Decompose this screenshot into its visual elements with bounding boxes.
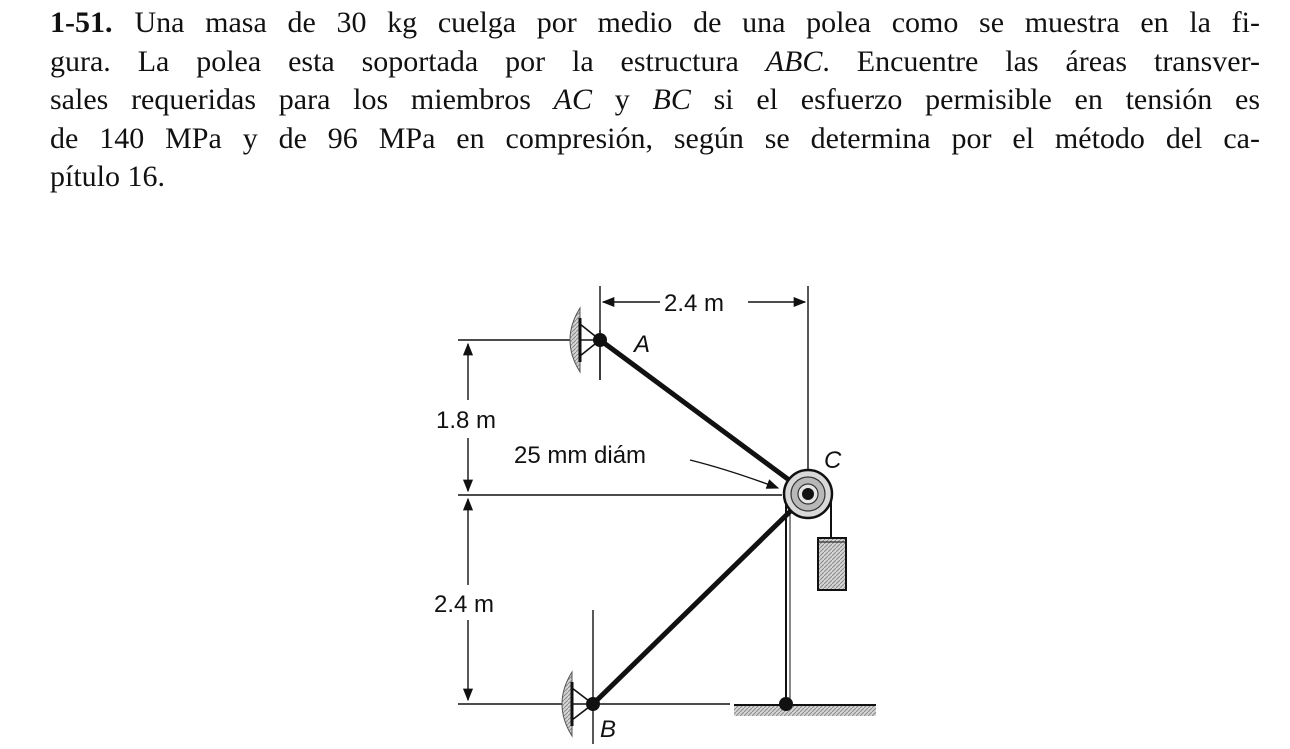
pulley-diameter-label: 25 mm diám: [514, 442, 647, 469]
support-b: [562, 610, 593, 744]
problem-text-3e: si el esfuerzo permisible en tensión es: [690, 83, 1260, 116]
hanging-mass: [818, 538, 846, 590]
pin-a: [593, 333, 607, 347]
ground-hatch: [734, 706, 876, 716]
problem-text-3c: y: [591, 83, 653, 116]
point-a-label: A: [634, 331, 651, 358]
left-dimensions: [434, 344, 496, 700]
problem-text-2a: gura. La polea esta soportada por la estructura: [50, 44, 766, 78]
problem-text-4: de 140 MPa y de 96 MPa en compresión, según se determina por el método del ca-: [50, 121, 1260, 155]
problem-text-1: Una masa de 30 kg cuelga por medio de una polea como se muestra en la fi-: [134, 6, 1260, 39]
point-c-label: C: [824, 447, 842, 474]
problem-text-2c: . Encuentre las áreas transver-: [822, 44, 1260, 78]
member-bc: BC: [652, 83, 691, 116]
structure-name: ABC: [765, 44, 823, 78]
ground-anchor: [779, 697, 793, 711]
problem-text-5: pítulo 16.: [50, 160, 166, 193]
point-b-label: B: [600, 716, 617, 743]
member-ac-bar: [600, 340, 808, 494]
dim-left-lower-label: 2.4 m: [434, 591, 495, 618]
dim-top-label: 2.4 m: [664, 290, 725, 317]
problem-number: 1-51.: [50, 6, 113, 39]
member-ac: AC: [553, 83, 592, 116]
pulley: [784, 470, 832, 518]
pin-b: [586, 697, 600, 711]
dim-left-upper-label: 1.8 m: [436, 407, 497, 434]
problem-text-3a: sales requeridas para los miembros: [50, 83, 554, 116]
member-bc-bar: [593, 494, 808, 704]
